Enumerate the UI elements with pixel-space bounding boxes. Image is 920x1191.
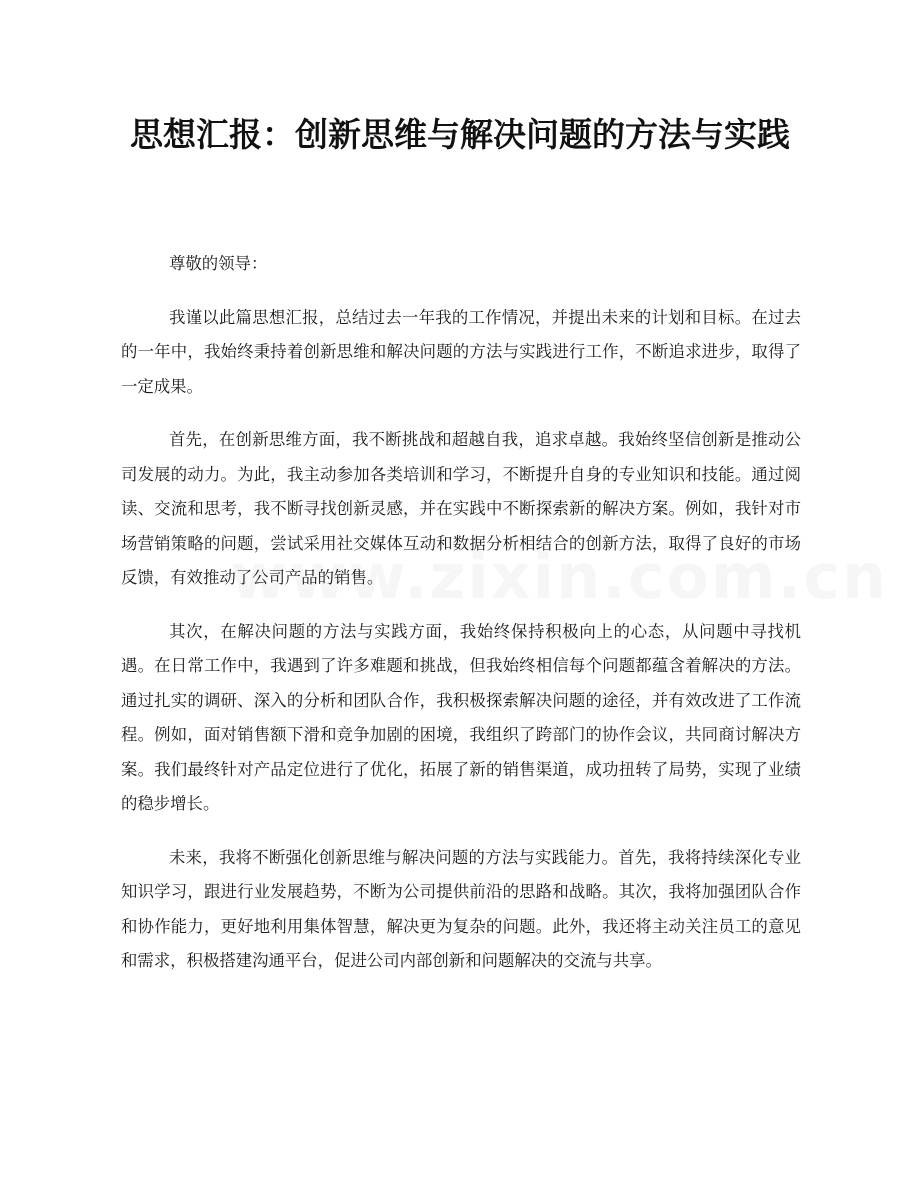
document-title: 思想汇报：创新思维与解决问题的方法与实践 xyxy=(130,115,790,154)
paragraph-future-plans: 未来，我将不断强化创新思维与解决问题的方法与实践能力。首先，我将持续深化专业知识学习，跟进行业发展趋势，不断为公司提供前沿的思路和战略。其次，我将加强团队合作和协作能力，更好地利用集体智慧，解决更为复杂的问题。此外，我还将主动关注员工的意见和需求，积极搭建沟通平台，促进公司内部创新和问题解决的交流与共享。 xyxy=(121,847,801,970)
paragraph-intro: 我谨以此篇思想汇报，总结过去一年我的工作情况，并提出未来的计划和目标。在过去的一年中，我始终秉持着创新思维和解决问题的方法与实践进行工作，不断追求进步，取得了一定成果。 xyxy=(121,307,801,396)
salutation: 尊敬的领导： xyxy=(169,254,268,273)
paragraph-problem-solving: 其次，在解决问题的方法与实践方面，我始终保持积极向上的心态，从问题中寻找机遇。在日常工作中，我遇到了许多难题和挑战，但我始终相信每个问题都蕴含着解决的方法。通过扎实的调研、深入的分析和团队合作，我积极探索解决问题的途径，并有效改进了工作流程。例如，面对销售额下滑和竞争加剧的困境，我组织了跨部门的协作会议，共同商讨解决方案。我们最终针对产品定位进行了优化，拓展了新的销售渠道，成功扭转了局势，实现了业绩的稳步增长。 xyxy=(121,621,801,813)
paragraph-innovation: 首先，在创新思维方面，我不断挑战和超越自我，追求卓越。我始终坚信创新是推动公司发展的动力。为此，我主动参加各类培训和学习，不断提升自身的专业知识和技能。通过阅读、交流和思考，我不断寻找创新灵感，并在实践中不断探索新的解决方案。例如，我针对市场营销策略的问题，尝试采用社交媒体互动和数据分析相结合的创新方法，取得了良好的市场反馈，有效推动了公司产品的销售。 xyxy=(121,430,801,587)
document-body xyxy=(121,247,801,998)
